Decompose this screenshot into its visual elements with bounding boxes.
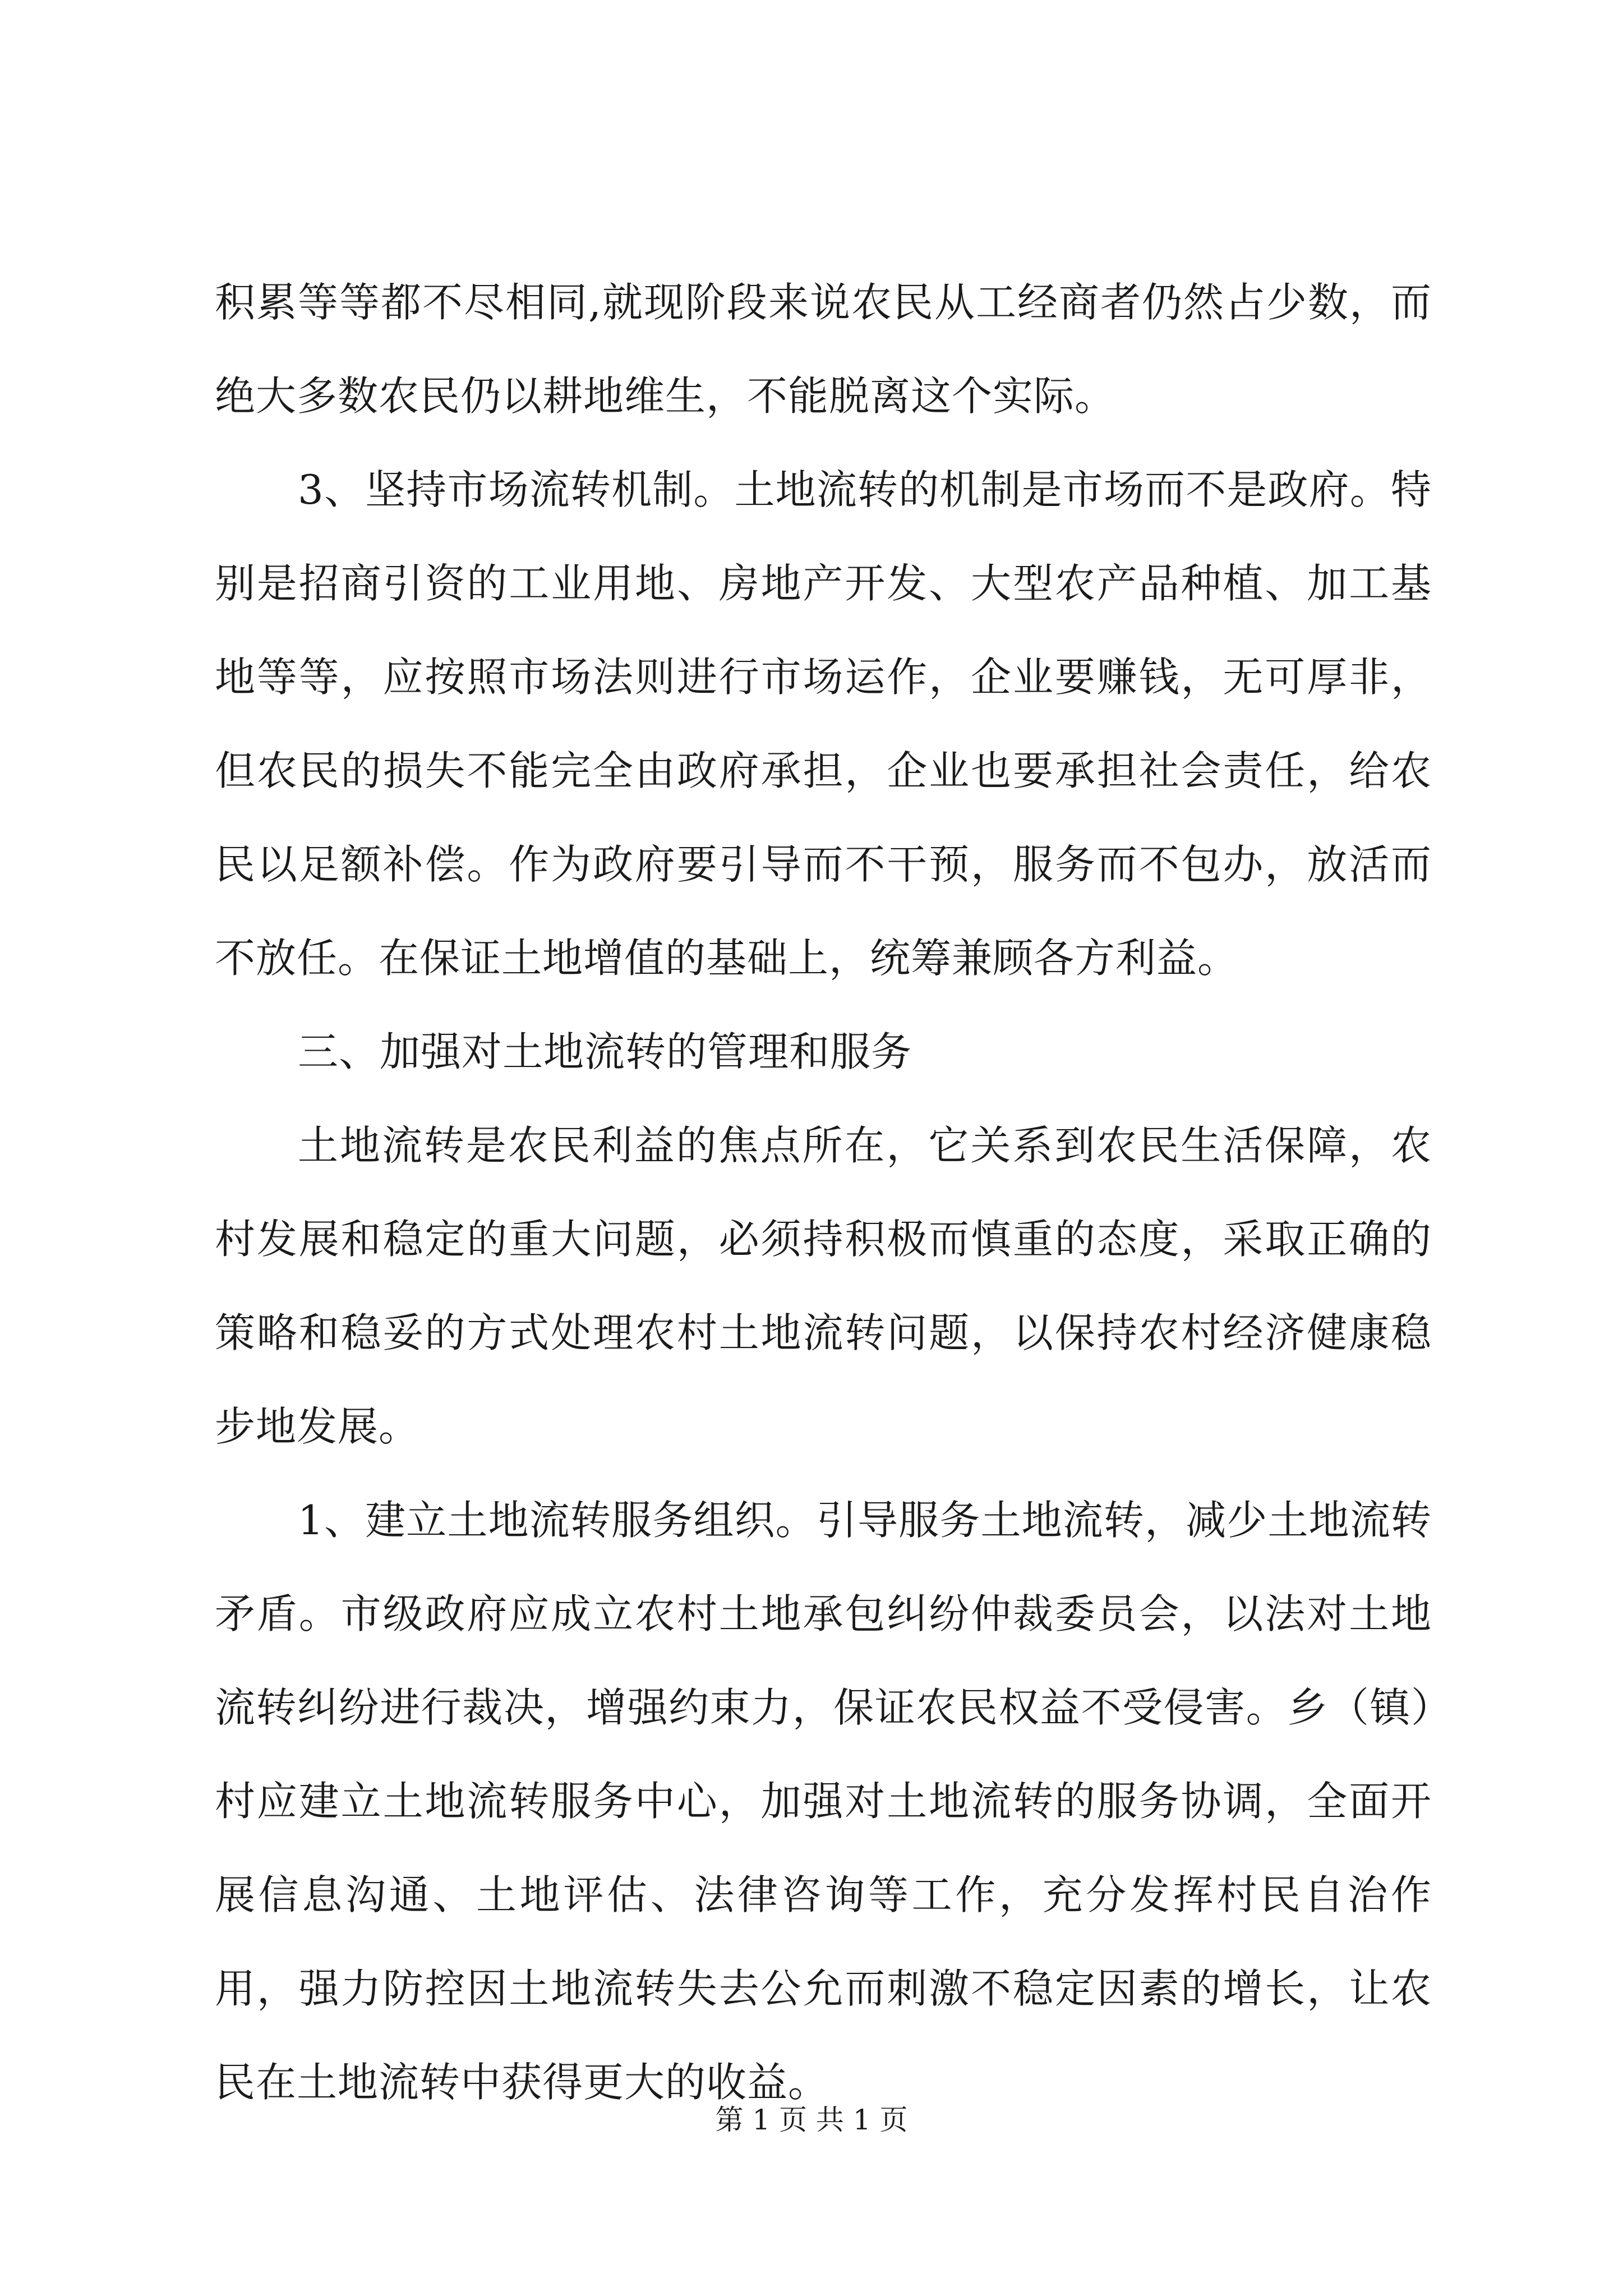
paragraph-continuation: 积累等等都不尽相同,就现阶段来说农民从工经商者仍然占少数，而绝大多数农民仍以耕地维生，不能脱离这个实际。 bbox=[215, 279, 1432, 420]
paragraph-service-organization: 1、建立土地流转服务组织。引导服务土地流转，减少土地流转矛盾。市级政府应成立农村土地承包纠纷仲裁委员会，以法对土地流转纠纷进行裁决，增强约束力，保证农民权益不受侵害。乡（镇）村应建立土地流转服务中心，加强对土地流转的服务协调，全面开展信息沟通、土地评估、法律咨询等工作，充分发挥村民自治作用，强力防控因土地流转失去公允而刺激不稳定因素的增长，让农民在土地流转中获得更大的收益。 bbox=[215, 1497, 1432, 2106]
section-heading: 三、加强对土地流转的管理和服务 bbox=[298, 1028, 912, 1075]
paragraph-land-transfer-intro: 土地流转是农民利益的焦点所在，它关系到农民生活保障，农村发展和稳定的重大问题，必须持积极而慎重的态度，采取正确的策略和稳妥的方式处理农村土地流转问题，以保持农村经济健康稳步地发展。 bbox=[215, 1122, 1432, 1450]
paragraph-market-mechanism: 3、坚持市场流转机制。土地流转的机制是市场而不是政府。特别是招商引资的工业用地、房地产开发、大型农产品种植、加工基地等等，应按照市场法则进行市场运作，企业要赚钱，无可厚非，但农民的损失不能完全由政府承担，企业也要承担社会责任，给农民以足额补偿。作为政府要引导而不干预，服务而不包办，放活而不放任。在保证土地增值的基础上，统筹兼顾各方利益。 bbox=[215, 466, 1432, 982]
page-footer: 第 1 页 共 1 页 bbox=[715, 2104, 908, 2136]
document-body bbox=[215, 256, 1432, 2129]
